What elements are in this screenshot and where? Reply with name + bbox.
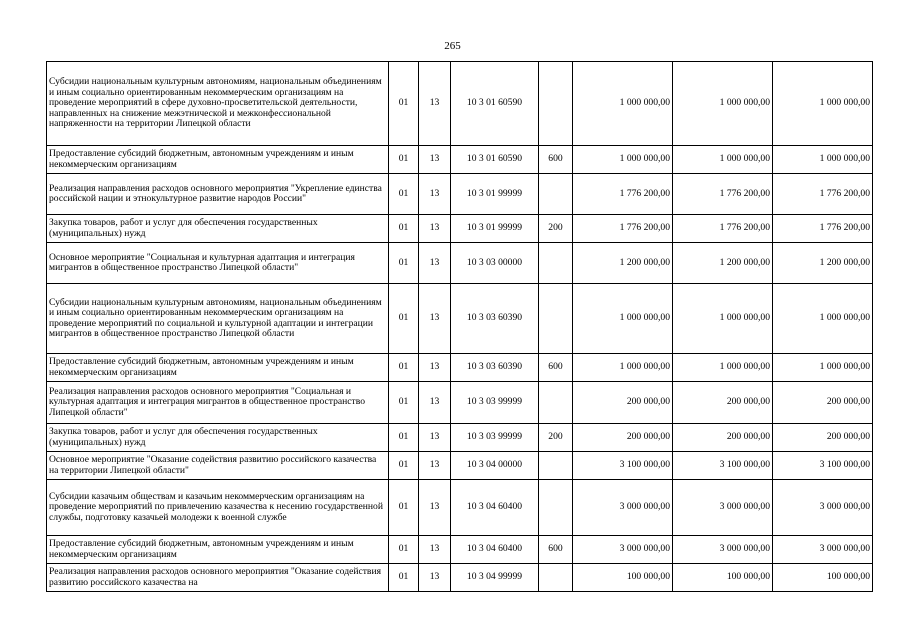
expense-type-code (539, 452, 573, 480)
row-description: Субсидии национальным культурным автономиям, национальным объединениям и иным социально ориентированным некоммерческим организациям на проведение мероприятий в сфере духовно-просветительской деятельности, направленных на снижение межэтнической и межконфессиональной напряженности на территории Липецкой области (47, 62, 389, 146)
row-description: Закупка товаров, работ и услуг для обеспечения государственных (муниципальных) нужд (47, 215, 389, 243)
section-code: 01 (389, 536, 419, 564)
amount-year-1: 1 000 000,00 (573, 146, 673, 174)
amount-year-2: 1 200 000,00 (673, 243, 773, 284)
amount-year-3: 3 000 000,00 (773, 536, 873, 564)
amount-year-3: 200 000,00 (773, 382, 873, 424)
section-code: 01 (389, 243, 419, 284)
amount-year-3: 1 200 000,00 (773, 243, 873, 284)
expense-type-code (539, 62, 573, 146)
amount-year-2: 100 000,00 (673, 564, 773, 592)
expense-type-code: 600 (539, 536, 573, 564)
target-article-code: 10 3 01 60590 (451, 62, 539, 146)
subsection-code: 13 (419, 382, 451, 424)
section-code: 01 (389, 354, 419, 382)
target-article-code: 10 3 01 60590 (451, 146, 539, 174)
row-description: Реализация направления расходов основного мероприятия "Оказание содействия развитию российского казачества на (47, 564, 389, 592)
amount-year-2: 3 000 000,00 (673, 480, 773, 536)
target-article-code: 10 3 04 60400 (451, 480, 539, 536)
row-description: Реализация направления расходов основного мероприятия "Укрепление единства российской нации и этнокультурное развитие народов России" (47, 174, 389, 215)
amount-year-1: 3 100 000,00 (573, 452, 673, 480)
subsection-code: 13 (419, 452, 451, 480)
section-code: 01 (389, 382, 419, 424)
target-article-code: 10 3 04 00000 (451, 452, 539, 480)
row-description: Реализация направления расходов основного мероприятия "Социальная и культурная адаптация и интеграция мигрантов в общественное пространство Липецкой области" (47, 382, 389, 424)
section-code: 01 (389, 62, 419, 146)
row-description: Предоставление субсидий бюджетным, автономным учреждениям и иным некоммерческим организациям (47, 354, 389, 382)
section-code: 01 (389, 146, 419, 174)
table-row (47, 243, 873, 284)
page-number: 265 (444, 40, 461, 52)
subsection-code: 13 (419, 62, 451, 146)
amount-year-3: 1 000 000,00 (773, 284, 873, 354)
expense-type-code (539, 243, 573, 284)
amount-year-2: 1 776 200,00 (673, 215, 773, 243)
expense-type-code (539, 480, 573, 536)
amount-year-3: 100 000,00 (773, 564, 873, 592)
row-description: Основное мероприятие "Оказание содействия развитию российского казачества на территории Липецкой области" (47, 452, 389, 480)
amount-year-1: 100 000,00 (573, 564, 673, 592)
subsection-code: 13 (419, 284, 451, 354)
section-code: 01 (389, 174, 419, 215)
target-article-code: 10 3 01 99999 (451, 174, 539, 215)
row-description: Закупка товаров, работ и услуг для обеспечения государственных (муниципальных) нужд (47, 424, 389, 452)
subsection-code: 13 (419, 215, 451, 243)
expense-type-code: 200 (539, 215, 573, 243)
amount-year-1: 200 000,00 (573, 382, 673, 424)
budget-table (46, 61, 873, 592)
target-article-code: 10 3 03 60390 (451, 354, 539, 382)
table-row (47, 480, 873, 536)
table-row (47, 354, 873, 382)
table-row (47, 536, 873, 564)
target-article-code: 10 3 03 00000 (451, 243, 539, 284)
expense-type-code (539, 284, 573, 354)
amount-year-3: 1 776 200,00 (773, 215, 873, 243)
table-row (47, 284, 873, 354)
table-row (47, 564, 873, 592)
section-code: 01 (389, 452, 419, 480)
expense-type-code: 600 (539, 354, 573, 382)
amount-year-3: 1 000 000,00 (773, 146, 873, 174)
expense-type-code: 200 (539, 424, 573, 452)
amount-year-3: 3 100 000,00 (773, 452, 873, 480)
section-code: 01 (389, 284, 419, 354)
section-code: 01 (389, 424, 419, 452)
amount-year-2: 200 000,00 (673, 382, 773, 424)
subsection-code: 13 (419, 243, 451, 284)
expense-type-code (539, 564, 573, 592)
row-description: Основное мероприятие "Социальная и культурная адаптация и интеграция мигрантов в общественное пространство Липецкой области" (47, 243, 389, 284)
amount-year-3: 3 000 000,00 (773, 480, 873, 536)
amount-year-2: 1 000 000,00 (673, 354, 773, 382)
section-code: 01 (389, 215, 419, 243)
amount-year-1: 1 776 200,00 (573, 215, 673, 243)
amount-year-1: 1 000 000,00 (573, 284, 673, 354)
amount-year-3: 1 000 000,00 (773, 62, 873, 146)
amount-year-1: 1 200 000,00 (573, 243, 673, 284)
row-description: Предоставление субсидий бюджетным, автономным учреждениям и иным некоммерческим организациям (47, 146, 389, 174)
target-article-code: 10 3 04 60400 (451, 536, 539, 564)
section-code: 01 (389, 564, 419, 592)
target-article-code: 10 3 03 60390 (451, 284, 539, 354)
subsection-code: 13 (419, 536, 451, 564)
amount-year-2: 1 000 000,00 (673, 62, 773, 146)
subsection-code: 13 (419, 480, 451, 536)
table-row (47, 382, 873, 424)
subsection-code: 13 (419, 564, 451, 592)
subsection-code: 13 (419, 146, 451, 174)
section-code: 01 (389, 480, 419, 536)
amount-year-2: 1 000 000,00 (673, 284, 773, 354)
target-article-code: 10 3 01 99999 (451, 215, 539, 243)
amount-year-1: 200 000,00 (573, 424, 673, 452)
amount-year-2: 3 100 000,00 (673, 452, 773, 480)
amount-year-3: 200 000,00 (773, 424, 873, 452)
table-row (47, 215, 873, 243)
amount-year-1: 3 000 000,00 (573, 536, 673, 564)
amount-year-2: 3 000 000,00 (673, 536, 773, 564)
row-description: Субсидии национальным культурным автономиям, национальным объединениям и иным социально ориентированным некоммерческим организациям на проведение мероприятий по социальной и культурной адаптации и интеграции мигрантов в общественное пространство Липецкой области (47, 284, 389, 354)
row-description: Предоставление субсидий бюджетным, автономным учреждениям и иным некоммерческим организациям (47, 536, 389, 564)
expense-type-code (539, 174, 573, 215)
table-body (47, 62, 873, 592)
table-row (47, 174, 873, 215)
expense-type-code (539, 382, 573, 424)
amount-year-2: 200 000,00 (673, 424, 773, 452)
subsection-code: 13 (419, 174, 451, 215)
subsection-code: 13 (419, 424, 451, 452)
amount-year-1: 1 000 000,00 (573, 354, 673, 382)
table-row (47, 452, 873, 480)
row-description: Субсидии казачьим обществам и казачьим некоммерческим организациям на проведение мероприятий по привлечению казачества к несению государственной службы, подготовку казачьей молодежи к военной службе (47, 480, 389, 536)
amount-year-3: 1 000 000,00 (773, 354, 873, 382)
subsection-code: 13 (419, 354, 451, 382)
table-row (47, 62, 873, 146)
amount-year-2: 1 776 200,00 (673, 174, 773, 215)
table-row (47, 424, 873, 452)
expense-type-code: 600 (539, 146, 573, 174)
target-article-code: 10 3 04 99999 (451, 564, 539, 592)
target-article-code: 10 3 03 99999 (451, 382, 539, 424)
amount-year-1: 3 000 000,00 (573, 480, 673, 536)
amount-year-1: 1 776 200,00 (573, 174, 673, 215)
table-row (47, 146, 873, 174)
amount-year-1: 1 000 000,00 (573, 62, 673, 146)
amount-year-2: 1 000 000,00 (673, 146, 773, 174)
target-article-code: 10 3 03 99999 (451, 424, 539, 452)
amount-year-3: 1 776 200,00 (773, 174, 873, 215)
